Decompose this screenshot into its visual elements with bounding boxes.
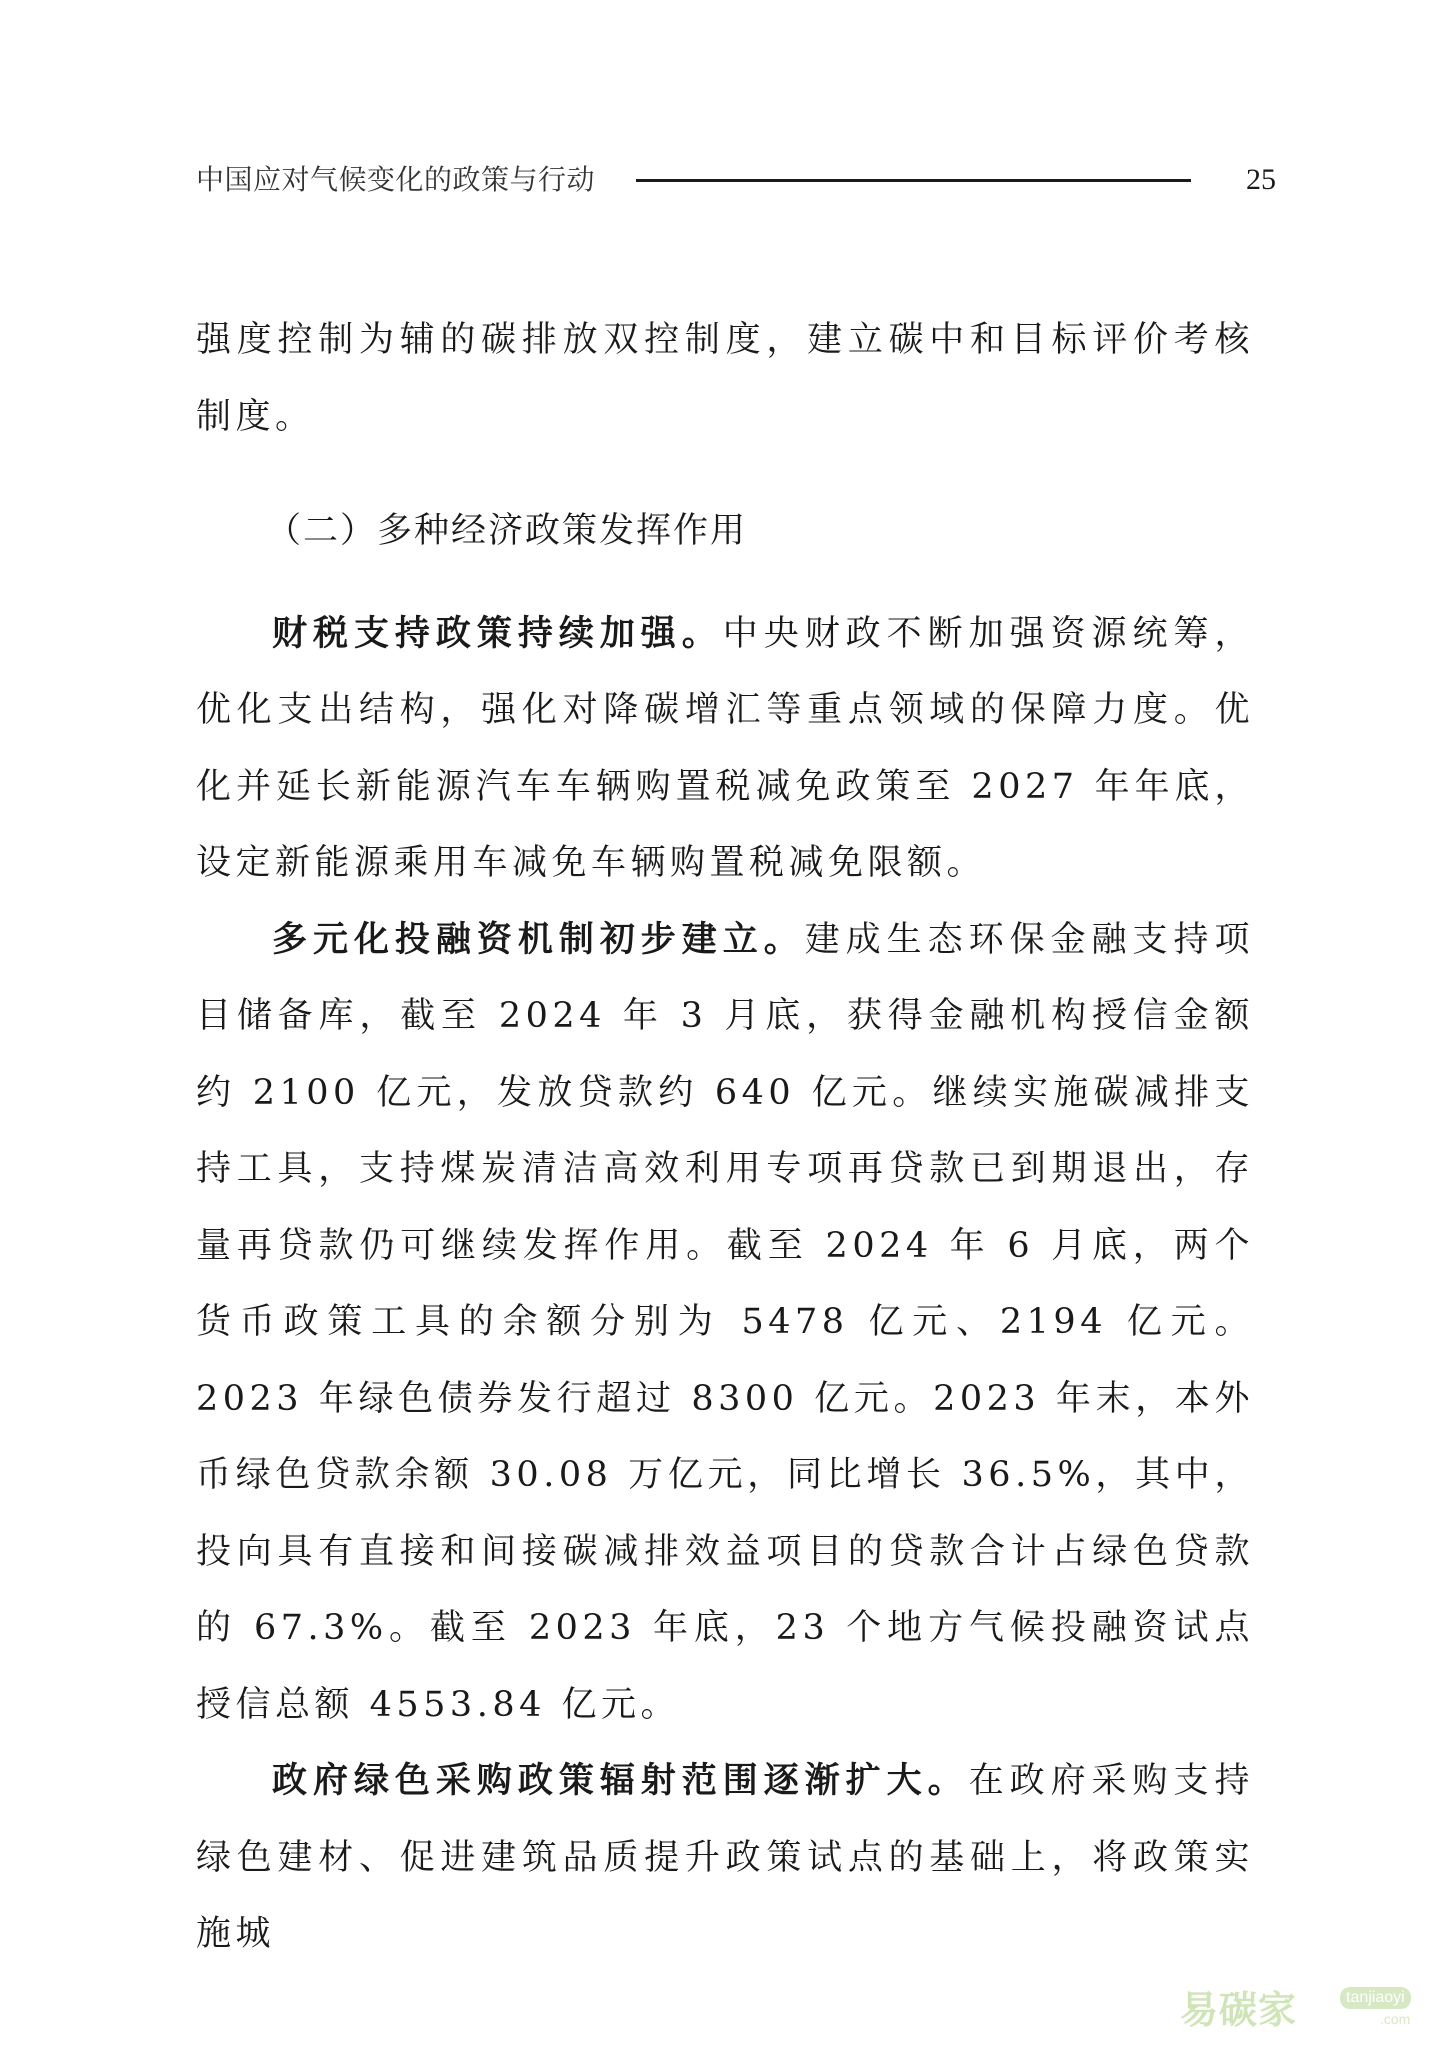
paragraph-lead: 财税支持政策持续加强。 (272, 613, 723, 654)
paragraph-body: 中央财政不断加强资源统筹，优化支出结构，强化对降碳增汇等重点领域的保障力度。优化并延长新能源汽车车辆购置税减免政策至 2027 年年底，设定新能源乘用车减免车辆购置税减免限额。 (196, 613, 1254, 883)
paragraph-lead: 政府绿色采购政策辐射范围逐渐扩大。 (272, 1761, 969, 1801)
section-heading: （二）多种经济政策发挥作用 (266, 511, 748, 551)
watermark-badge: tanjiaoyi (1340, 1987, 1411, 2009)
paragraph-green-procurement (196, 1743, 1254, 1973)
running-header (196, 160, 1286, 200)
paragraph-lead: 多元化投融资机制初步建立。 (272, 919, 805, 960)
paragraph-fiscal-support (196, 596, 1254, 902)
running-header-title: 中国应对气候变化的政策与行动 (196, 163, 596, 196)
watermark-domain: .com (1380, 2011, 1411, 2027)
watermark-logo (1180, 1985, 1435, 2035)
header-rule (636, 179, 1191, 182)
paragraph-continued: 强度控制为辅的碳排放双控制度，建立碳中和目标评价考核制度。 (196, 320, 1254, 437)
paragraph-body: 建成生态环保金融支持项目储备库，截至 2024 年 3 月底，获得金融机构授信金额约 2100 亿元，发放贷款约 640 亿元。继续实施碳减排支持工具，支持煤炭清洁高效利用专项再贷款已到期退出，存量再贷款仍可继续发挥作用。截至 2024 年 6 月底，两个货币政策工具的余额分别为 5478 亿元、2194 亿元。2023 年绿色债券发行超过 8300 亿元。2023 年末，本外币绿色贷款余额 30.08 万亿元，同比增长 36.5%，其中，投向具有直接和间接碳减排效益项目的贷款合计占绿色贷款的 67.3%。截至 2023 年底，23 个地方气候投融资试点授信总额 4553.84 亿元。 (196, 919, 1254, 1725)
page-number: 25 (1246, 163, 1276, 196)
paragraph-body: 在政府采购支持绿色建材、促进建筑品质提升政策试点的基础上，将政策实施城 (196, 1761, 1254, 1954)
body-text (196, 302, 1254, 1973)
paragraph-investment-financing (196, 902, 1254, 1744)
watermark-brand: 易碳家 (1180, 1988, 1298, 2032)
